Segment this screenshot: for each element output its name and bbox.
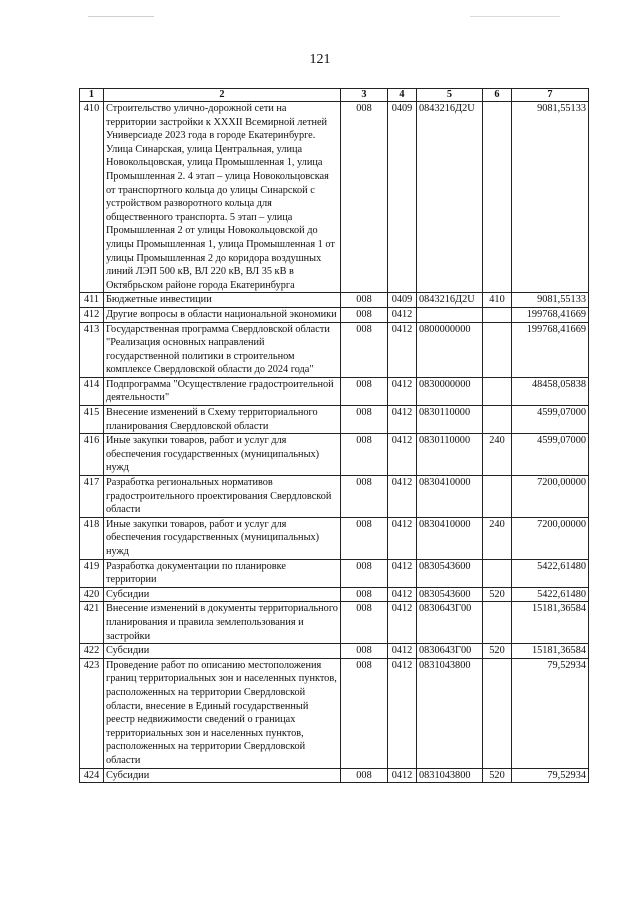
row-section-code: 0409: [388, 293, 417, 308]
row-target-code: [417, 307, 483, 322]
row-name: Внесение изменений в Схему территориального планирования Свердловской области: [104, 406, 341, 434]
row-number: 416: [80, 434, 104, 476]
row-target-code: 0800000000: [417, 322, 483, 377]
column-header: 1: [80, 89, 104, 102]
budget-table: [79, 88, 589, 783]
row-section-code: 0412: [388, 406, 417, 434]
row-expense-type: [483, 102, 512, 293]
table-row: [80, 307, 589, 322]
row-target-code: 0830000000: [417, 377, 483, 405]
row-name: Государственная программа Свердловской области "Реализация основных направлений государственной политики в строительном комплексе Свердловской области до 2024 года": [104, 322, 341, 377]
table-row: [80, 768, 589, 783]
row-amount: 4599,07000: [512, 434, 589, 476]
row-target-code: 0831043800: [417, 768, 483, 783]
row-admin-code: 008: [341, 587, 388, 602]
row-number: 424: [80, 768, 104, 783]
row-section-code: 0412: [388, 434, 417, 476]
row-expense-type: 520: [483, 587, 512, 602]
table-row: [80, 434, 589, 476]
row-number: 418: [80, 517, 104, 559]
row-target-code: 0830643Г00: [417, 644, 483, 659]
row-name: Разработка документации по планировке территории: [104, 559, 341, 587]
row-number: 413: [80, 322, 104, 377]
row-section-code: 0412: [388, 476, 417, 518]
row-name: Субсидии: [104, 644, 341, 659]
row-number: 420: [80, 587, 104, 602]
table-row: [80, 517, 589, 559]
column-header: 5: [417, 89, 483, 102]
row-expense-type: 240: [483, 434, 512, 476]
row-section-code: 0412: [388, 602, 417, 644]
row-amount: 9081,55133: [512, 102, 589, 293]
column-header: 2: [104, 89, 341, 102]
row-name: Иные закупки товаров, работ и услуг для обеспечения государственных (муниципальных) нужд: [104, 517, 341, 559]
row-expense-type: 410: [483, 293, 512, 308]
row-expense-type: [483, 602, 512, 644]
row-expense-type: [483, 377, 512, 405]
row-number: 414: [80, 377, 104, 405]
table-row: [80, 602, 589, 644]
row-admin-code: 008: [341, 434, 388, 476]
row-amount: 5422,61480: [512, 559, 589, 587]
column-header: 6: [483, 89, 512, 102]
row-target-code: 0830110000: [417, 434, 483, 476]
row-section-code: 0409: [388, 102, 417, 293]
row-section-code: 0412: [388, 517, 417, 559]
table-row: [80, 587, 589, 602]
table-row: [80, 559, 589, 587]
row-expense-type: 240: [483, 517, 512, 559]
column-header: 7: [512, 89, 589, 102]
row-target-code: 0843216Д2U: [417, 102, 483, 293]
row-section-code: 0412: [388, 587, 417, 602]
row-target-code: 0830543600: [417, 559, 483, 587]
row-admin-code: 008: [341, 658, 388, 768]
row-expense-type: [483, 307, 512, 322]
row-admin-code: 008: [341, 476, 388, 518]
row-section-code: 0412: [388, 322, 417, 377]
row-section-code: 0412: [388, 307, 417, 322]
row-amount: 199768,41669: [512, 322, 589, 377]
row-admin-code: 008: [341, 644, 388, 659]
row-expense-type: [483, 559, 512, 587]
row-expense-type: [483, 476, 512, 518]
row-target-code: 0830410000: [417, 476, 483, 518]
row-number: 422: [80, 644, 104, 659]
row-amount: 5422,61480: [512, 587, 589, 602]
row-amount: 199768,41669: [512, 307, 589, 322]
table-row: [80, 293, 589, 308]
row-number: 415: [80, 406, 104, 434]
row-admin-code: 008: [341, 406, 388, 434]
row-amount: 15181,36584: [512, 644, 589, 659]
table-row: [80, 322, 589, 377]
row-expense-type: [483, 406, 512, 434]
row-admin-code: 008: [341, 102, 388, 293]
row-section-code: 0412: [388, 658, 417, 768]
row-section-code: 0412: [388, 644, 417, 659]
scan-mark: [88, 16, 154, 17]
row-target-code: 0830410000: [417, 517, 483, 559]
row-number: 421: [80, 602, 104, 644]
column-header: 4: [388, 89, 417, 102]
row-name: Строительство улично-дорожной сети на территории застройки к XXXII Всемирной летней Универсиаде 2023 года в городе Екатеринбурге. Улица Синарская, улица Центральная, улица Новокольцовская, улица Промышленная 1, улица Промышленная 2. 4 этап – улица Новокольцовская от транспортного кольца до улицы Синарской с устройством разворотного кольца для общественного транспорта. 5 этап – улица Промышленная 2 от улицы Новокольцовской до улицы Промышленная 1, улица Промышленная 1 от улицы Промышленная 2 до коридора воздушных линий ЛЭП 500 кВ, ВЛ 220 кВ, ВЛ 35 кВ в Октябрьском районе города Екатеринбурга: [104, 102, 341, 293]
row-admin-code: 008: [341, 559, 388, 587]
row-number: 410: [80, 102, 104, 293]
header-row: [80, 89, 589, 102]
row-section-code: 0412: [388, 768, 417, 783]
row-expense-type: [483, 322, 512, 377]
table-row: [80, 476, 589, 518]
row-admin-code: 008: [341, 602, 388, 644]
row-amount: 79,52934: [512, 768, 589, 783]
row-amount: 79,52934: [512, 658, 589, 768]
row-admin-code: 008: [341, 293, 388, 308]
row-name: Субсидии: [104, 587, 341, 602]
row-expense-type: 520: [483, 768, 512, 783]
row-admin-code: 008: [341, 307, 388, 322]
row-name: Проведение работ по описанию местоположения границ территориальных зон и населенных пунктов, расположенных на территории Свердловской области, внесение в Единый государственный реестр недвижимости сведений о границах территориальных зон и населенных пунктов, расположенных на территории Свердловской области: [104, 658, 341, 768]
row-name: Иные закупки товаров, работ и услуг для обеспечения государственных (муниципальных) нужд: [104, 434, 341, 476]
table-row: [80, 406, 589, 434]
row-expense-type: [483, 658, 512, 768]
row-name: Разработка региональных нормативов градостроительного проектирования Свердловской области: [104, 476, 341, 518]
row-name: Субсидии: [104, 768, 341, 783]
row-amount: 48458,05838: [512, 377, 589, 405]
row-number: 411: [80, 293, 104, 308]
row-amount: 9081,55133: [512, 293, 589, 308]
column-header: 3: [341, 89, 388, 102]
row-amount: 7200,00000: [512, 517, 589, 559]
row-admin-code: 008: [341, 377, 388, 405]
row-expense-type: 520: [483, 644, 512, 659]
row-number: 423: [80, 658, 104, 768]
row-section-code: 0412: [388, 559, 417, 587]
row-target-code: 0843216Д2U: [417, 293, 483, 308]
row-target-code: 0830110000: [417, 406, 483, 434]
table-row: [80, 644, 589, 659]
table-row: [80, 377, 589, 405]
row-target-code: 0831043800: [417, 658, 483, 768]
row-section-code: 0412: [388, 377, 417, 405]
row-admin-code: 008: [341, 517, 388, 559]
page-number: 121: [309, 52, 331, 67]
row-number: 417: [80, 476, 104, 518]
row-name: Внесение изменений в документы территориального планирования и правила землепользования и застройки: [104, 602, 341, 644]
row-name: Другие вопросы в области национальной экономики: [104, 307, 341, 322]
row-target-code: 0830643Г00: [417, 602, 483, 644]
row-name: Подпрограмма "Осуществление градостроительной деятельности": [104, 377, 341, 405]
scan-mark: [470, 16, 560, 17]
row-name: Бюджетные инвестиции: [104, 293, 341, 308]
row-target-code: 0830543600: [417, 587, 483, 602]
row-number: 419: [80, 559, 104, 587]
row-admin-code: 008: [341, 768, 388, 783]
row-admin-code: 008: [341, 322, 388, 377]
table-row: [80, 102, 589, 293]
row-amount: 7200,00000: [512, 476, 589, 518]
row-amount: 4599,07000: [512, 406, 589, 434]
table-row: [80, 658, 589, 768]
row-number: 412: [80, 307, 104, 322]
row-amount: 15181,36584: [512, 602, 589, 644]
